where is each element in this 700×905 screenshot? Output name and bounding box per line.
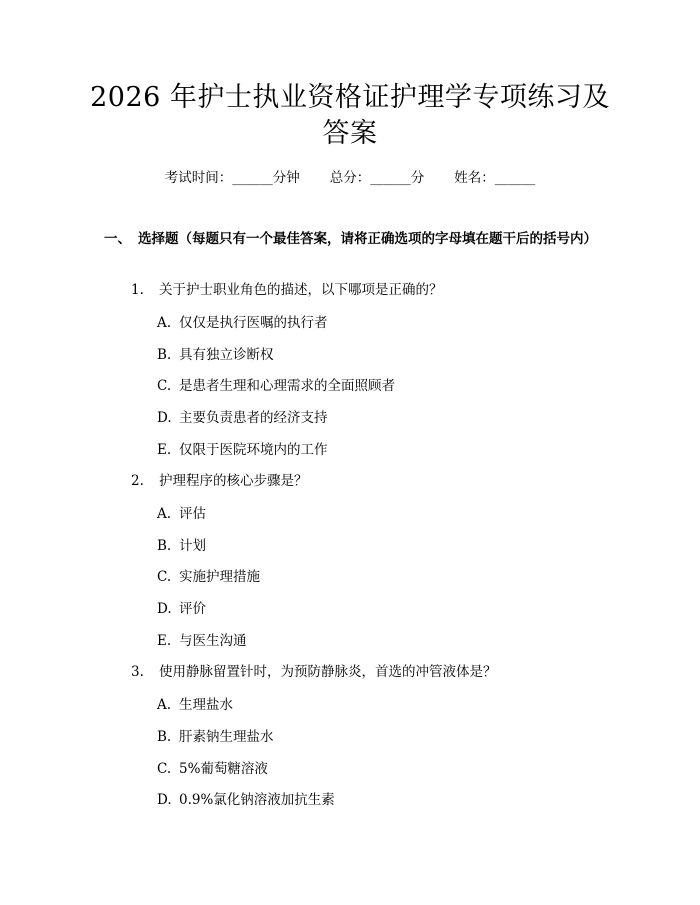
question-text: 护理程序的核心步骤是？ [159, 473, 308, 489]
question-2 [131, 471, 308, 491]
document-title: 2026 年护士执业资格证护理学专项练习及答案 [90, 82, 610, 149]
option-text: 具有独立诊断权 [179, 347, 274, 363]
option-3a [157, 695, 233, 715]
option-text: 5%葡萄糖溶液 [179, 761, 268, 777]
option-letter: A. [157, 697, 172, 713]
question-1 [131, 280, 443, 300]
option-letter: A. [157, 315, 172, 331]
option-text: 与医生沟通 [179, 633, 247, 649]
option-text: 评估 [179, 506, 206, 522]
option-letter: B. [157, 347, 172, 363]
option-1c [157, 376, 395, 396]
question-3 [131, 662, 497, 682]
option-text: 是患者生理和心理需求的全面照顾者 [179, 378, 395, 394]
option-text: 仅仅是执行医嘱的执行者 [179, 315, 328, 331]
question-number: 1. [131, 282, 144, 298]
option-letter: E. [157, 442, 172, 458]
option-1b [157, 345, 274, 365]
section-heading [104, 229, 604, 249]
option-2d [157, 599, 206, 619]
option-1e [157, 440, 328, 460]
section-number: 一、 [104, 231, 131, 247]
option-1a [157, 313, 328, 333]
option-text: 评价 [179, 601, 206, 617]
option-2b [157, 536, 206, 556]
option-2c [157, 567, 260, 587]
option-3b [157, 727, 274, 747]
option-letter: E. [157, 633, 172, 649]
option-3c [157, 759, 268, 779]
exam-time-field: 考试时间：______分钟 [164, 170, 300, 186]
question-number: 2. [131, 473, 144, 489]
option-text: 生理盐水 [179, 697, 233, 713]
option-2a [157, 504, 206, 524]
option-2e [157, 631, 247, 651]
question-number: 3. [131, 664, 144, 680]
option-letter: D. [157, 410, 172, 426]
option-letter: C. [157, 378, 172, 394]
option-letter: B. [157, 729, 172, 745]
name-field: 姓名：______ [454, 170, 536, 186]
option-letter: B. [157, 538, 172, 554]
option-text: 仅限于医院环境内的工作 [179, 442, 328, 458]
option-letter: C. [157, 569, 172, 585]
option-text: 肝素钠生理盐水 [179, 729, 274, 745]
question-text: 关于护士职业角色的描述，以下哪项是正确的？ [159, 282, 443, 298]
option-1d [157, 408, 328, 428]
total-score-field: 总分：______分 [329, 170, 425, 186]
option-letter: A. [157, 506, 172, 522]
section-text: 选择题（每题只有一个最佳答案，请将正确选项的字母填在题干后的括号内） [138, 231, 597, 247]
option-letter: C. [157, 761, 172, 777]
option-text: 实施护理措施 [179, 569, 260, 585]
option-text: 0.9%氯化钠溶液加抗生素 [179, 792, 335, 808]
question-text: 使用静脉留置针时，为预防静脉炎，首选的冲管液体是？ [159, 664, 497, 680]
option-letter: D. [157, 601, 172, 617]
option-text: 计划 [179, 538, 206, 554]
option-3d [157, 790, 335, 810]
exam-info-line [0, 168, 700, 188]
option-text: 主要负责患者的经济支持 [179, 410, 328, 426]
option-letter: D. [157, 792, 172, 808]
